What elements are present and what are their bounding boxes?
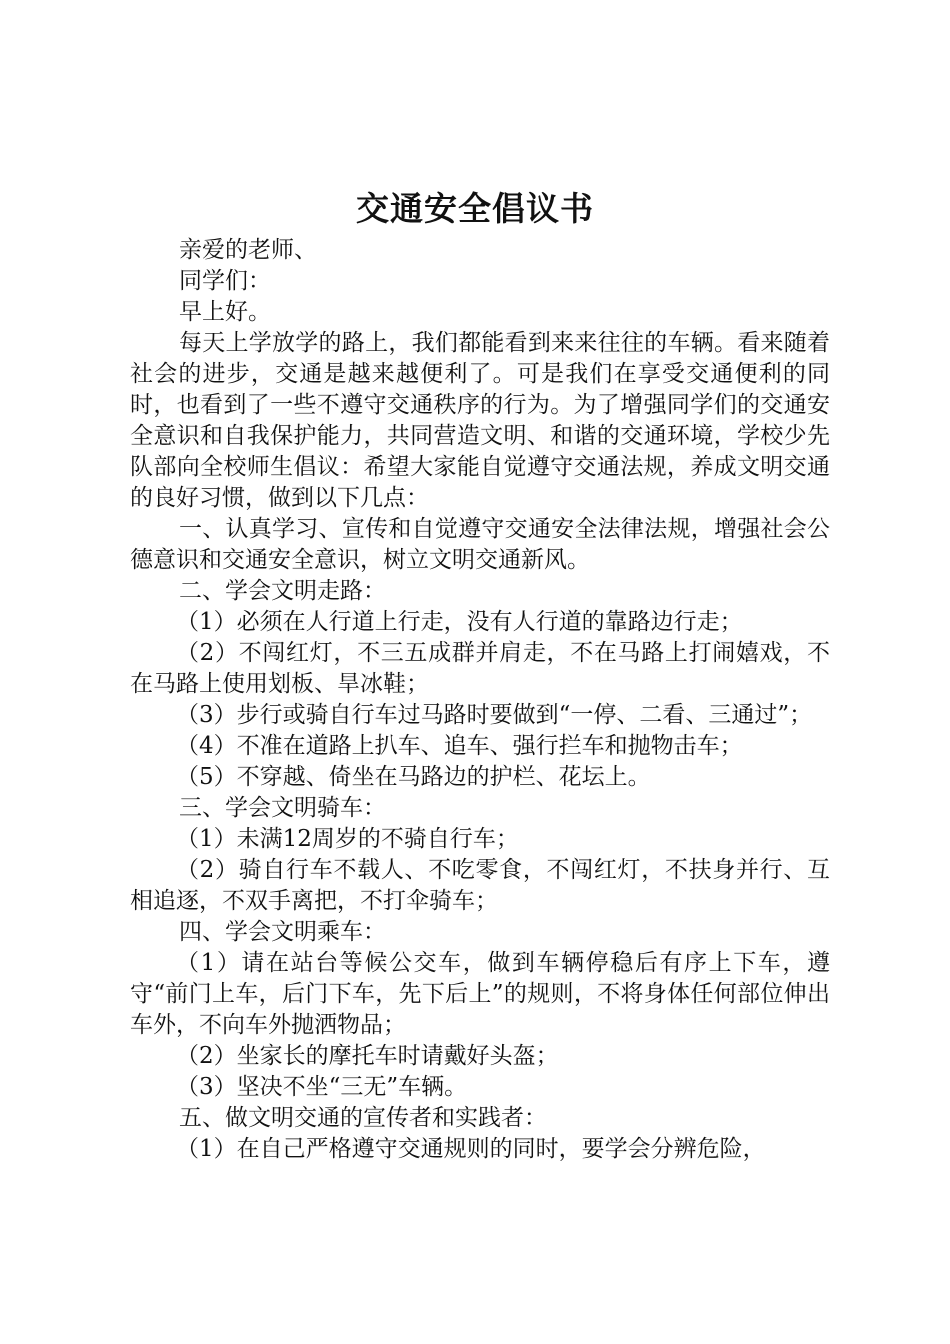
section-heading: 五、做文明交通的宣传者和实践者： [179, 1105, 547, 1131]
list-item: （2）不闯红灯，不三五成群并肩走，不在马路上打闹嬉戏，不在马路上使用划板、旱冰鞋； [130, 640, 830, 697]
section-paragraph: 一、认真学习、宣传和自觉遵守交通安全法律法规，增强社会公德意识和交通安全意识，树立文明交通新风。 [130, 516, 830, 573]
section-heading: 三、学会文明骑车： [179, 795, 386, 821]
document-body [130, 235, 830, 1165]
greeting-line: 同学们： [179, 268, 271, 294]
list-item: （2）骑自行车不载人、不吃零食，不闯红灯，不扶身并行、互相追逐，不双手离把，不打伞骑车； [130, 857, 830, 914]
list-item: （4）不准在道路上扒车、追车、强行拦车和抛物击车； [176, 733, 743, 759]
greeting-line: 早上好。 [179, 299, 271, 325]
document-title: 交通安全倡议书 [356, 189, 594, 228]
list-item: （2）坐家长的摩托车时请戴好头盔； [176, 1043, 559, 1069]
greeting-line: 亲爱的老师、 [179, 237, 317, 263]
section-heading: 二、学会文明走路： [179, 578, 386, 604]
list-item: （1）必须在人行道上行走，没有人行道的靠路边行走； [176, 609, 743, 635]
list-item: （1）在自己严格遵守交通规则的同时，要学会分辨危险， [176, 1136, 766, 1162]
list-item: （5）不穿越、倚坐在马路边的护栏、花坛上。 [176, 764, 651, 790]
intro-paragraph: 每天上学放学的路上，我们都能看到来来往往的车辆。看来随着社会的进步，交通是越来越便利了。可是我们在享受交通便利的同时，也看到了一些不遵守交通秩序的行为。为了增强同学们的交通安全意识和自我保护能力，共同营造文明、和谐的交通环境，学校少先队部向全校师生倡议：希望大家能自觉遵守交通法规，养成文明交通的良好习惯，做到以下几点： [130, 330, 830, 511]
section-heading: 四、学会文明乘车： [179, 919, 386, 945]
list-item: （1）请在站台等候公交车，做到车辆停稳后有序上下车，遵守“前门上车，后门下车，先下后上”的规则，不将身体任何部位伸出车外，不向车外抛洒物品； [130, 950, 830, 1038]
list-item: （1）未满12周岁的不骑自行车； [176, 826, 519, 852]
list-item: （3）坚决不坐“三无”车辆。 [176, 1074, 468, 1100]
list-item: （3）步行或骑自行车过马路时要做到“一停、二看、三通过”； [176, 702, 813, 728]
